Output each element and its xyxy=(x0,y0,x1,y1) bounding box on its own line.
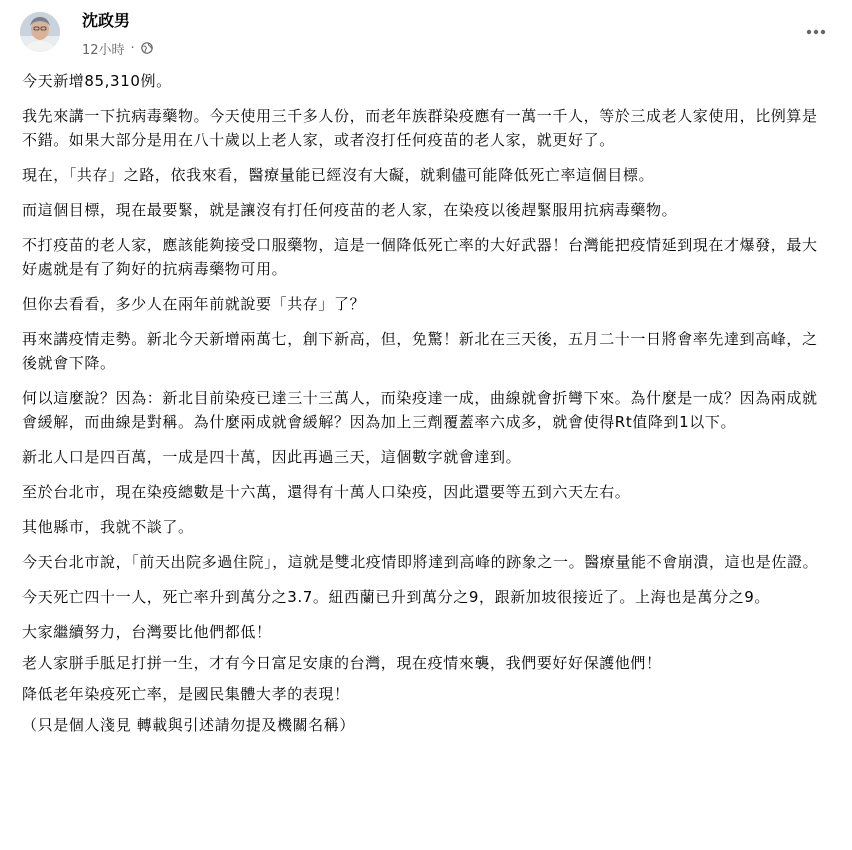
post-paragraph: 現在，「共存」之路，依我來看，醫療量能已經沒有大礙，就剩儘可能降低死亡率這個目標。 xyxy=(22,166,655,184)
post-paragraph: 而這個目標，現在最要緊，就是讓沒有打任何疫苗的老人家，在染疫以後趕緊服用抗病毒藥物。 xyxy=(22,201,678,219)
post-paragraph: 不打疫苗的老人家，應該能夠接受口服藥物，這是一個降低死亡率的大好武器！台灣能把疫情延到現在才爆發，最大好處就是有了夠好的抗病毒藥物可用。 xyxy=(22,236,818,278)
post-paragraph: 其他縣市，我就不談了。 xyxy=(22,518,194,536)
post-paragraph: 今天新增85,310例。 xyxy=(22,72,172,90)
post-paragraph: 新北人口是四百萬，一成是四十萬，因此再過三天，這個數字就會達到。 xyxy=(22,448,522,466)
author-avatar[interactable] xyxy=(20,12,60,52)
post-paragraph: 今天台北市說，「前天出院多過住院」，這就是雙北疫情即將達到高峰的跡象之一。醫療量能不會崩潰，這也是佐證。 xyxy=(22,553,819,571)
post-paragraph: 但你去看看，多少人在兩年前就說要「共存」了？ xyxy=(22,295,366,313)
post-paragraph: 今天死亡四十一人，死亡率升到萬分之3.7。紐西蘭已升到萬分之9，跟新加坡很接近了。上海也是萬分之9。 xyxy=(22,588,770,606)
more-dots-icon[interactable] xyxy=(804,20,828,44)
globe-icon[interactable] xyxy=(141,42,153,54)
author-name[interactable]: 沈政男 xyxy=(82,11,131,30)
post-paragraph: 老人家胼手胝足打拼一生，才有今日富足安康的台灣，現在疫情來襲，我們要好好保護他們！ xyxy=(22,654,662,672)
avatar-photo xyxy=(20,12,60,52)
post-paragraph: 大家繼續努力，台灣要比他們都低！ xyxy=(22,623,272,641)
post-body xyxy=(22,69,832,744)
post-paragraph: 何以這麼說？因為：新北目前染疫已達三十三萬人，而染疫達一成，曲線就會折彎下來。為什麼是一成？因為兩成就會緩解，而曲線是對稱。為什麼兩成就會緩解？因為加上三劑覆蓋率六成多，就會使得Rt值降到1以下。 xyxy=(22,389,818,431)
post-paragraph: 再來講疫情走勢。新北今天新增兩萬七，創下新高，但，免驚！新北在三天後，五月二十一日將會率先達到高峰，之後就會下降。 xyxy=(22,330,818,372)
post-paragraph: 降低老年染疫死亡率，是國民集體大孝的表現！ xyxy=(22,685,350,703)
post-paragraph: 我先來講一下抗病毒藥物。今天使用三千多人份，而老年族群染疫應有一萬一千人，等於三成老人家使用，比例算是不錯。如果大部分是用在八十歲以上老人家，或者沒打任何疫苗的老人家，就更好了。 xyxy=(22,107,818,149)
post-timestamp[interactable]: 12小時 xyxy=(82,42,125,58)
post-paragraph: （只是個人淺見 轉載與引述請勿提及機關名稱） xyxy=(22,716,355,734)
post-paragraph: 至於台北市，現在染疫總數是十六萬，還得有十萬人口染疫，因此還要等五到六天左右。 xyxy=(22,483,631,501)
meta-separator: · xyxy=(130,40,135,56)
post-meta xyxy=(82,40,153,56)
